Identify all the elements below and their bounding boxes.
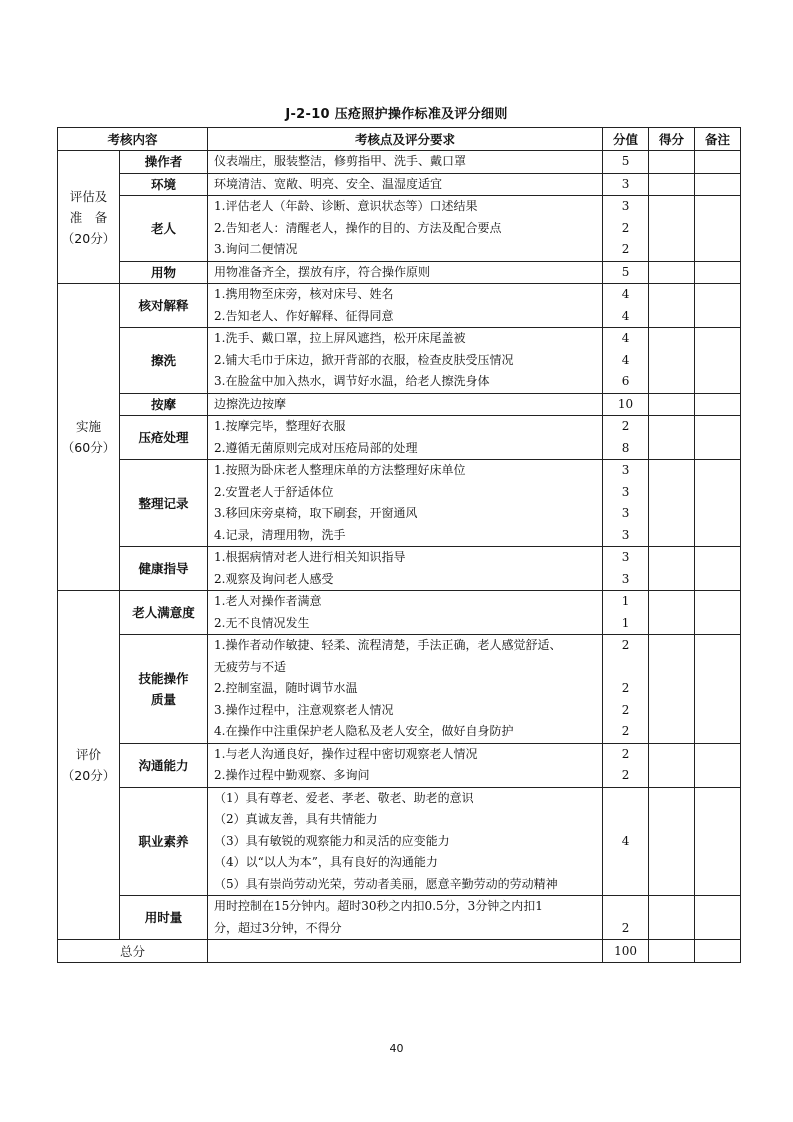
score-value: 10 <box>617 396 634 411</box>
category-label: （20分） <box>61 230 116 246</box>
got-cell <box>649 261 695 284</box>
remark-cell <box>695 173 741 196</box>
table-row <box>58 547 741 591</box>
requirement-cell <box>208 173 603 196</box>
item-name: 整理记录 <box>138 495 189 511</box>
score-value: 3 <box>621 506 630 520</box>
table-row <box>58 151 741 174</box>
table-row <box>58 416 741 460</box>
score-cell <box>603 284 649 328</box>
requirement-line: 2.铺大毛巾于床边，掀开背部的衣服，检查皮肤受压情况 <box>214 352 514 367</box>
requirement-cell <box>208 416 603 460</box>
score-value: 4 <box>621 331 630 345</box>
requirement-line: 3.在脸盆中加入热水，调节好水温，给老人擦洗身体 <box>214 374 490 388</box>
score-value: 2 <box>621 724 630 738</box>
item-name-cell <box>120 460 208 547</box>
requirement-line: （1）具有尊老、爱老、孝老、敬老、助老的意识 <box>214 790 474 805</box>
item-name-cell <box>120 284 208 328</box>
category-cell <box>58 591 120 940</box>
category-label: 评价 <box>75 747 101 762</box>
remark-cell <box>695 328 741 394</box>
total-blank <box>208 940 603 963</box>
score-value: 1 <box>621 615 630 630</box>
table-row <box>58 896 741 940</box>
page-number: 40 <box>389 1042 404 1055</box>
item-name: 擦洗 <box>151 352 177 368</box>
score-value: 3 <box>621 463 630 477</box>
item-name-cell <box>120 896 208 940</box>
requirement-line: 无疲劳与不适 <box>214 659 287 674</box>
requirement-line: 环境清洁、宽敞、明亮、安全、温湿度适宜 <box>214 176 443 191</box>
item-name: 操作者 <box>144 154 183 170</box>
score-value: 2 <box>621 220 630 235</box>
total-row <box>58 940 741 963</box>
score-cell <box>603 460 649 547</box>
score-value <box>603 896 648 918</box>
score-value: 5 <box>621 264 630 279</box>
requirement-cell <box>208 328 603 394</box>
got-cell <box>649 743 695 787</box>
got-cell <box>649 173 695 196</box>
item-name: 用时量 <box>144 910 183 925</box>
requirement-cell <box>208 151 603 174</box>
score-value: 2 <box>621 920 630 935</box>
score-value: 3 <box>621 176 630 191</box>
requirement-line: （5）具有崇尚劳动光荣，劳动者美丽，愿意辛勤劳动的劳动精神 <box>214 876 558 891</box>
got-cell <box>649 416 695 460</box>
requirement-line: （3）具有敏锐的观察能力和灵活的应变能力 <box>214 833 450 848</box>
total-remark <box>695 940 741 963</box>
category-cell <box>58 284 120 591</box>
item-name-cell <box>120 196 208 262</box>
score-value: 2 <box>621 638 630 652</box>
requirement-line: 1.按照为卧床老人整理床单的方法整理好床单位 <box>214 463 466 477</box>
requirement-line: 3.操作过程中，注意观察老人情况 <box>214 702 394 717</box>
score-cell <box>603 896 649 940</box>
got-cell <box>649 284 695 328</box>
requirement-line: 1.与老人沟通良好，操作过程中密切观察老人情况 <box>214 746 478 761</box>
table-row <box>58 284 741 328</box>
table-row <box>58 328 741 394</box>
score-value: 1 <box>621 594 630 608</box>
score-cell <box>603 743 649 787</box>
got-cell <box>649 196 695 262</box>
scoring-table <box>57 127 741 963</box>
item-name: 按摩 <box>151 396 177 412</box>
remark-cell <box>695 151 741 174</box>
got-cell <box>649 896 695 940</box>
requirement-line: 1.根据病情对老人进行相关知识指导 <box>214 550 406 564</box>
requirement-line: 1.操作者动作敏捷、轻柔、流程清楚，手法正确，老人感觉舒适、 <box>214 638 562 652</box>
item-name-cell <box>120 393 208 416</box>
table-row <box>58 743 741 787</box>
table-row <box>58 460 741 547</box>
table-row <box>58 261 741 284</box>
requirement-line: 用物准备齐全，摆放有序，符合操作原则 <box>214 264 431 279</box>
score-cell <box>603 787 649 896</box>
category-label: （60分） <box>61 440 116 455</box>
got-cell <box>649 151 695 174</box>
requirement-line: 1.评估老人（年龄、诊断、意识状态等）口述结果 <box>214 199 478 213</box>
item-name: 用物 <box>151 264 177 280</box>
requirement-line: 3.移回床旁桌椅，取下刷套，开窗通风 <box>214 506 418 520</box>
item-name: 老人满意度 <box>132 605 195 620</box>
score-value: 2 <box>621 419 630 433</box>
score-value <box>603 788 648 810</box>
got-cell <box>649 393 695 416</box>
score-cell <box>603 196 649 262</box>
score-value: 2 <box>621 768 630 782</box>
requirement-line: （4）以“以人为本”，具有良好的沟通能力 <box>214 855 438 869</box>
score-value: 2 <box>621 746 630 761</box>
item-name-cell <box>120 416 208 460</box>
score-value: 3 <box>621 571 630 586</box>
requirement-line: 1.携用物至床旁，核对床号、姓名 <box>214 287 394 301</box>
table-row <box>58 591 741 635</box>
score-value: 4 <box>621 287 630 301</box>
header-remark: 备注 <box>695 128 741 151</box>
requirement-line: 4.在操作中注重保护老人隐私及老人安全，做好自身防护 <box>214 724 514 738</box>
requirement-cell <box>208 743 603 787</box>
total-got <box>649 940 695 963</box>
requirement-cell <box>208 284 603 328</box>
document-title: J-2-10 压疮照护操作标准及评分细则 <box>285 107 508 122</box>
requirement-line: 2.告知老人：清醒老人，操作的目的、方法及配合要点 <box>214 220 502 235</box>
requirement-cell <box>208 591 603 635</box>
item-name-cell <box>120 743 208 787</box>
requirement-line: 边擦洗边按摩 <box>214 396 287 411</box>
remark-cell <box>695 416 741 460</box>
remark-cell <box>695 196 741 262</box>
score-cell <box>603 547 649 591</box>
table-row <box>58 635 741 744</box>
item-name-cell <box>120 328 208 394</box>
item-name-cell <box>120 261 208 284</box>
table-row <box>58 787 741 896</box>
score-value <box>603 852 648 874</box>
requirement-line: 仪表端庄，服装整洁，修剪指甲、洗手、戴口罩 <box>214 154 467 168</box>
score-value: 3 <box>621 527 630 542</box>
score-value: 8 <box>621 440 630 455</box>
score-cell <box>603 328 649 394</box>
table-row <box>58 173 741 196</box>
category-label: 评估及 <box>69 188 108 204</box>
item-name: 压疮处理 <box>138 430 189 445</box>
score-value: 4 <box>621 352 630 367</box>
got-cell <box>649 547 695 591</box>
remark-cell <box>695 635 741 744</box>
score-cell <box>603 173 649 196</box>
item-name: 核对解释 <box>138 298 189 313</box>
requirement-line: 分，超过3分钟，不得分 <box>214 920 342 935</box>
category-label: （20分） <box>61 768 116 783</box>
got-cell <box>649 328 695 394</box>
item-name: 技能操作 <box>138 670 189 686</box>
remark-cell <box>695 896 741 940</box>
requirement-cell <box>208 896 603 940</box>
header-requirement: 考核点及评分要求 <box>208 128 603 151</box>
remark-cell <box>695 547 741 591</box>
requirement-cell <box>208 547 603 591</box>
item-name-cell <box>120 787 208 896</box>
score-value: 2 <box>621 242 630 256</box>
item-name-cell <box>120 151 208 174</box>
score-value <box>603 809 648 831</box>
score-cell <box>603 151 649 174</box>
score-value: 2 <box>621 702 630 717</box>
requirement-line: 2.观察及询问老人感受 <box>214 571 334 586</box>
score-value: 4 <box>621 833 630 848</box>
item-name-cell <box>120 173 208 196</box>
requirement-line: 2.告知老人、作好解释、征得同意 <box>214 308 394 323</box>
requirement-line: 2.遵循无菌原则完成对压疮局部的处理 <box>214 440 418 455</box>
table-row <box>58 196 741 262</box>
item-name: 沟通能力 <box>138 757 189 773</box>
score-value <box>603 657 648 679</box>
item-name: 职业素养 <box>138 833 189 849</box>
score-value <box>603 874 648 896</box>
remark-cell <box>695 261 741 284</box>
table-row <box>58 393 741 416</box>
score-cell <box>603 393 649 416</box>
requirement-line: 1.老人对操作者满意 <box>214 594 322 608</box>
header-content: 考核内容 <box>58 128 208 151</box>
item-name: 环境 <box>151 176 177 192</box>
header-got: 得分 <box>649 128 695 151</box>
requirement-line: 2.操作过程中勤观察、多询问 <box>214 768 370 782</box>
got-cell <box>649 460 695 547</box>
remark-cell <box>695 591 741 635</box>
requirement-line: 用时控制在15分钟内。超时30秒之内扣0.5分，3分钟之内扣1 <box>214 899 543 913</box>
category-label: 实施 <box>75 419 101 434</box>
remark-cell <box>695 460 741 547</box>
total-score: 100 <box>603 940 649 963</box>
total-label: 总分 <box>58 940 208 963</box>
remark-cell <box>695 743 741 787</box>
requirement-line: 2.控制室温，随时调节水温 <box>214 681 358 695</box>
score-cell <box>603 591 649 635</box>
table-header-row <box>58 128 741 151</box>
category-label: 准 备 <box>69 209 108 225</box>
got-cell <box>649 787 695 896</box>
score-cell <box>603 261 649 284</box>
category-cell <box>58 151 120 284</box>
score-value: 3 <box>621 199 630 213</box>
requirement-line: 2.安置老人于舒适体位 <box>214 484 334 499</box>
requirement-line: 1.洗手、戴口罩，拉上屏风遮挡，松开床尾盖被 <box>214 331 466 345</box>
requirement-line: 2.无不良情况发生 <box>214 615 310 630</box>
score-value: 2 <box>621 681 630 695</box>
got-cell <box>649 635 695 744</box>
requirement-cell <box>208 261 603 284</box>
requirement-cell <box>208 635 603 744</box>
item-name: 质量 <box>151 691 177 707</box>
requirement-cell <box>208 393 603 416</box>
item-name-cell <box>120 635 208 744</box>
item-name: 老人 <box>151 220 177 236</box>
requirement-cell <box>208 460 603 547</box>
score-value: 3 <box>621 484 630 499</box>
score-value: 4 <box>621 308 630 323</box>
score-value: 6 <box>621 374 630 388</box>
score-cell <box>603 416 649 460</box>
requirement-line: 3.询问二便情况 <box>214 242 298 256</box>
requirement-cell <box>208 787 603 896</box>
requirement-line: 4.记录，清理用物，洗手 <box>214 527 346 542</box>
item-name: 健康指导 <box>138 561 189 576</box>
remark-cell <box>695 393 741 416</box>
remark-cell <box>695 787 741 896</box>
score-value: 3 <box>621 550 630 564</box>
requirement-line: 1.按摩完毕，整理好衣服 <box>214 419 346 433</box>
score-value: 5 <box>621 154 630 168</box>
header-score: 分值 <box>603 128 649 151</box>
requirement-line: （2）真诚友善，具有共情能力 <box>214 812 378 826</box>
requirement-cell <box>208 196 603 262</box>
got-cell <box>649 591 695 635</box>
remark-cell <box>695 284 741 328</box>
score-cell <box>603 635 649 744</box>
item-name-cell <box>120 547 208 591</box>
item-name-cell <box>120 591 208 635</box>
